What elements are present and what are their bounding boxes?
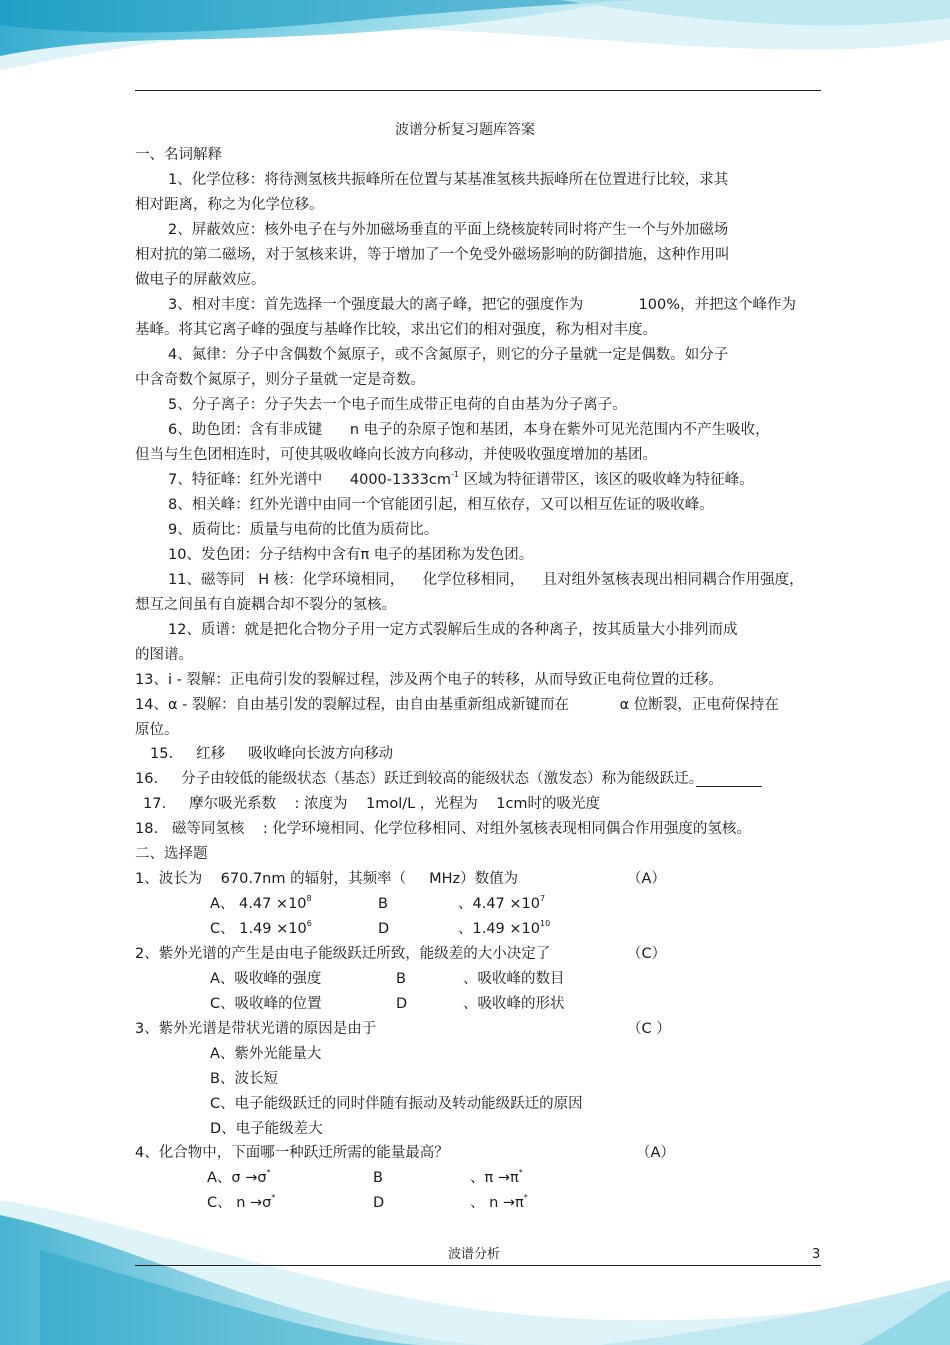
text-line: 6、助色团：含有非成键 n 电子的杂原子饱和基团，本身在紫外可见光范围内不产生吸收，: [168, 422, 770, 438]
blank-underline: [696, 786, 762, 787]
star-superscript: *: [271, 1193, 276, 1202]
text-line: 2、屏蔽效应：核外电子在与外加磁场垂直的平面上绕核旋转同时将产生一个与外加磁场: [168, 222, 729, 238]
option-c: [207, 1193, 275, 1213]
option-a: [207, 1168, 271, 1188]
text-line: 原位。: [135, 722, 179, 738]
text-line: 1、化学位移：将待测氢核共振峰所在位置与某基准氢核共振峰所在位置进行比较，求其: [168, 172, 729, 188]
superscript: -1: [451, 470, 459, 479]
text-line: 做电子的屏蔽效应。: [135, 272, 266, 288]
option-text: 、 n →π: [470, 1195, 524, 1211]
option-b: [458, 894, 545, 914]
text-line: 17. 摩尔吸光系数 : 浓度为 1mol/L ，光程为 1cm时的吸光度: [143, 796, 601, 812]
option-b: [470, 1168, 523, 1188]
text-line: 12、质谱：就是把化合物分子用一定方式裂解后生成的各种离子，按其质量大小排列而成: [168, 622, 738, 638]
option-text: 、1.49 ×10: [458, 921, 540, 937]
text-line: 的图谱。: [135, 647, 193, 663]
answer-key: （C）: [627, 946, 667, 962]
option-text: A、 4.47 ×10: [210, 896, 307, 912]
superscript: 8: [306, 894, 312, 903]
superscript: 6: [306, 919, 312, 928]
option-d: [458, 919, 550, 939]
answer-key: （A）: [627, 871, 666, 887]
option-text: A、σ →σ: [207, 1170, 267, 1186]
text-line: 15. 红移 吸收峰向长波方向移动: [150, 746, 394, 762]
star-superscript: *: [518, 1168, 523, 1177]
text-run: 区域为特征谱带区，该区的吸收峰为特征峰。: [459, 472, 754, 488]
option-d-letter: D: [373, 1195, 385, 1211]
option-a: [210, 894, 312, 914]
option-b: 、吸收峰的数目: [463, 971, 565, 987]
option-c: C、电子能级跃迁的同时伴随有振动及转动能级跃迁的原因: [210, 1096, 583, 1112]
document-title: 波谱分析复习题库答案: [395, 122, 535, 138]
text-line: 4、氮律：分子中含偶数个氮原子，或不含氮原子，则它的分子量就一定是偶数。如分子: [168, 347, 729, 363]
option-b: B、波长短: [210, 1071, 278, 1087]
text-run: 7、特征峰：红外光谱中 4000-1333cm: [168, 472, 452, 488]
text-line: 18. 磁等同氢核 : 化学环境相同、化学位移相同、对组外氢核表现相同偶合作用强度的氢核。: [135, 821, 751, 837]
star-superscript: *: [523, 1193, 528, 1202]
option-d-letter: D: [396, 996, 408, 1012]
text-line: 但当与生色团相连时，可使其吸收峰向长波方向移动，并使吸收强度增加的基团。: [135, 447, 657, 463]
option-a: A、吸收峰的强度: [210, 971, 322, 987]
option-d-letter: D: [378, 921, 390, 937]
text-line: 8、相关峰：红外光谱中由同一个官能团引起，相互依存，又可以相互佐证的吸收峰。: [168, 497, 714, 513]
text-line: 11、磁等同 H 核：化学环境相同， 化学位移相同， 且对组外氢核表现出相同耦合作用强度，: [168, 572, 804, 588]
question-stem: 3、紫外光谱是带状光谱的原因是由于: [135, 1021, 377, 1037]
question-stem: 4、化合物中，下面哪一种跃迁所需的能量最高？: [135, 1145, 449, 1161]
star-superscript: *: [266, 1168, 271, 1177]
option-b-letter: B: [396, 971, 406, 987]
text-line: 9、质荷比：质量与电荷的比值为质荷比。: [168, 522, 439, 538]
superscript: 7: [540, 894, 546, 903]
answer-key: （C ）: [627, 1021, 671, 1037]
text-line: 相对距离，称之为化学位移。: [135, 197, 324, 213]
option-c: [210, 919, 312, 939]
text-line: 14、α - 裂解：自由基引发的裂解过程，由自由基重新组成新键而在 α 位断裂，正电荷保持在: [135, 697, 779, 713]
text-line: 想互之间虽有自旋耦合却不裂分的氢核。: [135, 597, 396, 613]
option-d: [470, 1193, 528, 1213]
section-heading: 一、名词解释: [135, 147, 222, 163]
question-stem: 2、紫外光谱的产生是由电子能级跃迁所致，能级差的大小决定了: [135, 946, 551, 962]
footer-label: 波谱分析: [448, 1247, 501, 1262]
option-d: 、吸收峰的形状: [463, 996, 565, 1012]
option-text: C、 n →σ: [207, 1195, 272, 1211]
text-line: 13、i - 裂解：正电荷引发的裂解过程，涉及两个电子的转移，从而导致正电荷位置的迁移。: [135, 672, 723, 688]
option-b-letter: B: [373, 1170, 383, 1186]
superscript: 10: [540, 919, 551, 928]
text-line: 中含奇数个氮原子，则分子量就一定是奇数。: [135, 372, 425, 388]
option-text: C、 1.49 ×10: [210, 921, 307, 937]
text-line: [168, 470, 754, 490]
text-line: 16. 分子由较低的能级状态（基态）跃迁到较高的能级状态（激发态）称为能级跃迁。: [135, 771, 704, 787]
text-line: 基峰。将其它离子峰的强度与基峰作比较，求出它们的相对强度，称为相对丰度。: [135, 322, 657, 338]
option-d: D、电子能级差大: [210, 1121, 323, 1137]
option-c: C、吸收峰的位置: [210, 996, 322, 1012]
option-text: 、4.47 ×10: [458, 896, 540, 912]
text-line: 3、相对丰度：首先选择一个强度最大的离子峰，把它的强度作为 100%，并把这个峰作为: [168, 297, 796, 313]
text-line: 相对抗的第二磁场，对于氢核来讲，等于增加了一个免受外磁场影响的防御措施，这种作用叫: [135, 247, 730, 263]
section-heading: 二、选择题: [135, 846, 208, 862]
text-line: 5、分子离子：分子失去一个电子而生成带正电荷的自由基为分子离子。: [168, 397, 627, 413]
answer-key: （A）: [636, 1145, 675, 1161]
question-stem: 1、波长为 670.7nm 的辐射，其频率（ MHz）数值为: [135, 871, 519, 887]
option-b-letter: B: [378, 896, 388, 912]
option-a: A、紫外光能量大: [210, 1046, 322, 1062]
text-line: 10、发色团：分子结构中含有π 电子的基团称为发色团。: [168, 547, 534, 563]
option-text: 、π →π: [470, 1170, 519, 1186]
page-number: 3: [812, 1247, 821, 1262]
